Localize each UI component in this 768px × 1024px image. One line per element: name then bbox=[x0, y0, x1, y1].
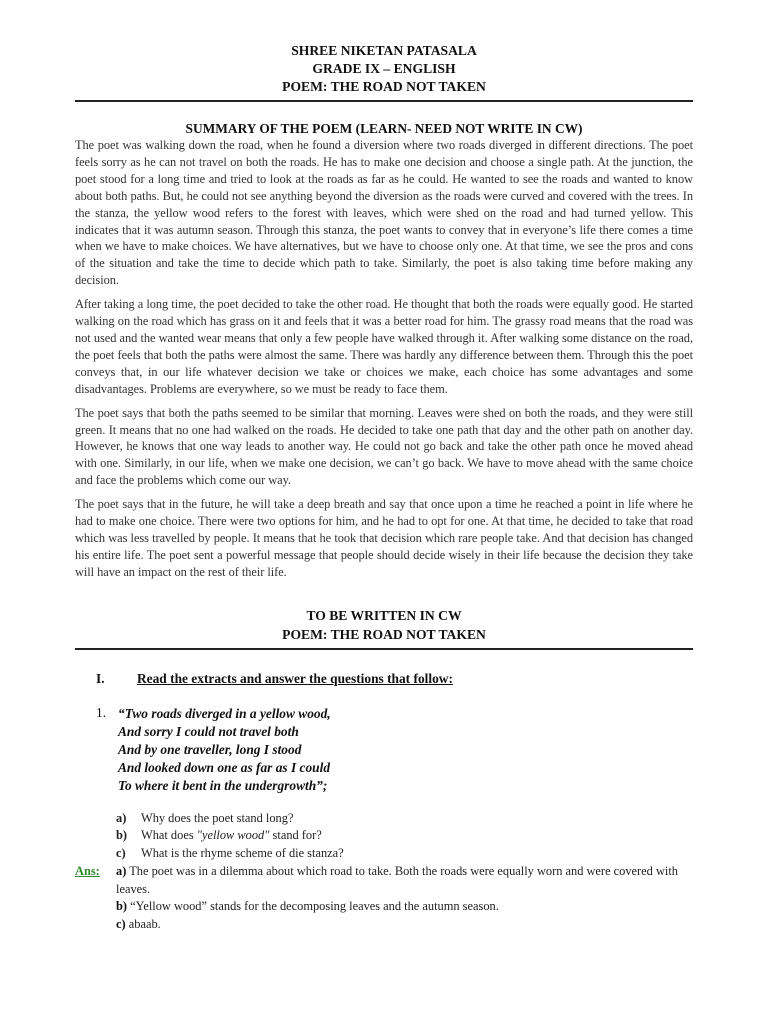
document-header bbox=[75, 42, 693, 96]
poem-extract bbox=[118, 705, 331, 796]
poem-line: To where it bent in the undergrowth”; bbox=[118, 778, 328, 794]
poem-title: POEM: THE ROAD NOT TAKEN bbox=[282, 79, 486, 94]
cw-poem-title: POEM: THE ROAD NOT TAKEN bbox=[282, 626, 486, 642]
document-page bbox=[75, 42, 693, 933]
sub-question-c: c) What is the rhyme scheme of die stanza? bbox=[116, 845, 344, 860]
question-extract bbox=[75, 705, 693, 796]
summary-paragraph-1: The poet was walking down the road, when he found a diversion where two roads diverged in different directions. The poet feels sorry as he can not travel on both the roads. He has to make one decision and choose a single path. At the junction, the poet stood for a long time and tried to look at the roads as far as he could. He wanted to see the roads and wanted to know about both paths. But, he could not see anything beyond the diversion as the roads were curved and covered with the trees. In the stanza, the yellow wood refers to the forest with leaves, which were shed on the road and had turned yellow. This indicates that it was autumn season. Through this stanza, the poet wants to convey that in everyone’s life there comes a time when we have to make choices. We have alternatives, but we have to choose only one. At that time, we see the pros and cons of the situation and take the time to decide which path to take. Similarly, the poet is also taking time before making any decision. bbox=[75, 138, 693, 288]
summary-paragraph-2: After taking a long time, the poet decided to take the other road. He thought that both the roads were equally good. He started walking on the road which has grass on it and feels that it was a better road for him. The grassy road means that the road was not used and the wanted wear means that only a few people have walked through it. After walking some distance on the road, the poet feels that both the paths were almost the same. There was hardly any difference between them. Through this the poet conveys that, in our life whatever decision we take or choices we make, each choice has some advantages and some disadvantages. Problems are everywhere, so we must be ready to face them. bbox=[75, 297, 693, 396]
cw-instruction: TO BE WRITTEN IN CW bbox=[306, 607, 462, 623]
answer-b: b) “Yellow wood” stands for the decomposing leaves and the autumn season. bbox=[116, 899, 499, 914]
sub-question-b: b) What does "yellow wood" stand for? bbox=[116, 828, 322, 843]
poem-line: And sorry I could not travel both bbox=[118, 723, 299, 739]
answer-label: Ans: bbox=[75, 864, 100, 879]
answer-block bbox=[75, 863, 693, 933]
poem-line: And by one traveller, long I stood bbox=[118, 742, 302, 758]
answer-a: a) The poet was in a dilemma about which road to take. Both the roads were equally worn and were covered with leaves. bbox=[116, 864, 678, 896]
answer-body bbox=[116, 863, 693, 933]
summary-title: SUMMARY OF THE POEM (LEARN- NEED NOT WRITE IN CW) bbox=[185, 121, 583, 136]
answer-c: c) abaab. bbox=[116, 916, 161, 931]
summary-body bbox=[75, 137, 693, 581]
section-title: Read the extracts and answer the questions that follow: bbox=[137, 670, 453, 686]
school-name: SHREE NIKETAN PATASALA bbox=[291, 43, 477, 58]
summary-paragraph-3: The poet says that both the paths seemed to be similar that morning. Leaves were shed on both the roads, and they were still green. It means that no one had walked on the roads. He decided to take one path that day and the other path on another day. However, he knows that one way leads to another way. He could not go back and take the other path once he moved ahead with one. Similarly, in our life, when we make one decision, we can’t go back. We have to move ahead with the same choice and face the problems which come our way. bbox=[75, 405, 693, 488]
section-heading bbox=[75, 671, 693, 687]
section-number: I. bbox=[96, 670, 105, 686]
cw-divider bbox=[75, 648, 693, 650]
poem-line: And looked down one as far as I could bbox=[118, 760, 331, 776]
poem-line: “Two roads diverged in a yellow wood, bbox=[118, 705, 331, 721]
grade-subject: GRADE IX – ENGLISH bbox=[312, 61, 456, 76]
summary-paragraph-4: The poet says that in the future, he will take a deep breath and say that once upon a time he reached a point in life where he had to make one choice. There were two options for him, and he had to opt for one. At that time, he decided to take that road which was less travelled by people. It means that he took that decision which rare people take. And that decision has changed his entire life. The poet sent a powerful message that people should decide wisely in their life because the decision they take will have an impact on the rest of their life. bbox=[75, 497, 693, 579]
header-divider bbox=[75, 100, 693, 102]
cw-header bbox=[75, 606, 693, 644]
question-number: 1. bbox=[96, 704, 107, 720]
sub-questions bbox=[116, 810, 693, 863]
sub-question-a: a) Why does the poet stand long? bbox=[116, 810, 294, 825]
